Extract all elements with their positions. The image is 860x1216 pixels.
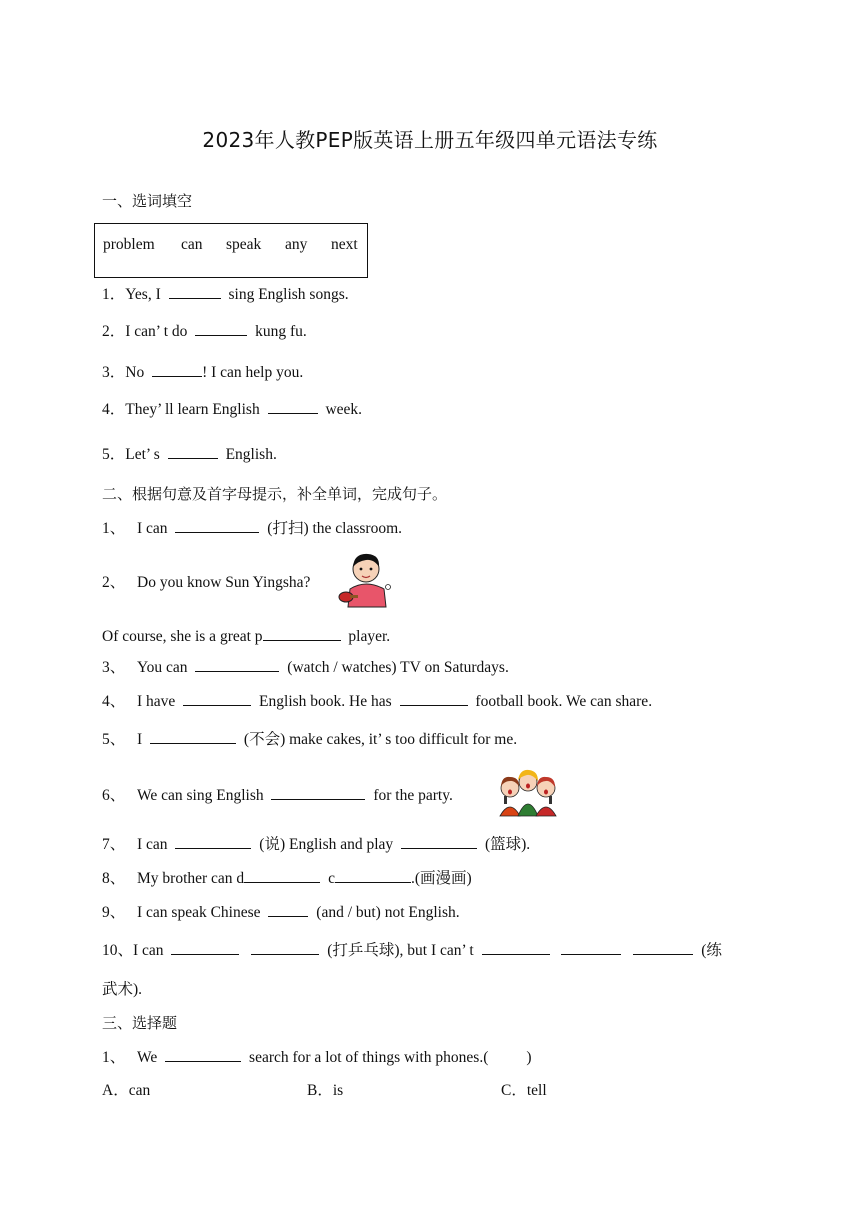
word-bank-item: speak <box>226 236 262 253</box>
s1-question-5: 5．Let’ s English. <box>102 446 277 463</box>
answer-blank[interactable] <box>168 444 218 459</box>
answer-blank[interactable] <box>335 868 411 883</box>
answer-blank[interactable] <box>175 834 251 849</box>
section-2-heading: 二、根据句意及首字母提示，补全单词，完成句子。 <box>102 485 448 503</box>
s2-question-10-continued: 武术). <box>102 981 143 998</box>
section-1-heading: 一、选词填空 <box>102 192 193 210</box>
s2-question-10: 10、I can (打乒乓球), but I can’ t (练 <box>102 942 722 959</box>
option-c[interactable]: C．tell <box>501 1082 547 1099</box>
answer-blank[interactable] <box>165 1047 241 1062</box>
s1-question-4: 4．They’ ll learn English week. <box>102 401 363 418</box>
answer-blank[interactable] <box>195 657 279 672</box>
s2-question-2-answer-line: Of course, she is a great p player. <box>102 628 391 645</box>
word-bank-item: next <box>331 236 358 253</box>
answer-blank[interactable] <box>400 691 468 706</box>
s1-question-3: 3．No ! I can help you. <box>102 364 304 381</box>
s2-question-7: 7、 I can (说) English and play (篮球). <box>102 836 531 853</box>
s2-question-1: 1、 I can (打扫) the classroom. <box>102 520 403 537</box>
answer-blank[interactable] <box>150 729 236 744</box>
answer-blank[interactable] <box>183 691 251 706</box>
answer-blank[interactable] <box>271 785 365 800</box>
answer-blank[interactable] <box>251 940 319 955</box>
answer-blank[interactable] <box>169 284 221 299</box>
s1-question-2: 2．I can’ t do kung fu. <box>102 323 307 340</box>
s2-question-2: 2、 Do you know Sun Yingsha? <box>102 574 311 591</box>
answer-blank[interactable] <box>268 902 308 917</box>
section-3-heading: 三、选择题 <box>102 1014 178 1032</box>
answer-blank[interactable] <box>171 940 239 955</box>
s2-question-3: 3、 You can (watch / watches) TV on Saturdays. <box>102 659 509 676</box>
answer-blank[interactable] <box>482 940 550 955</box>
word-bank-box <box>94 223 368 278</box>
answer-blank[interactable] <box>401 834 477 849</box>
s2-question-5: 5、 I (不会) make cakes, it’ s too difficult for me. <box>102 731 518 748</box>
s2-question-9: 9、 I can speak Chinese (and / but) not English. <box>102 904 460 921</box>
answer-blank[interactable] <box>561 940 621 955</box>
word-bank-item: problem <box>103 236 155 253</box>
option-b[interactable]: B．is <box>307 1082 344 1099</box>
answer-blank[interactable] <box>195 321 247 336</box>
answer-blank[interactable] <box>263 626 341 641</box>
page-title: 2023年人教PEP版英语上册五年级四单元语法专练 <box>202 128 658 152</box>
ping-pong-player-illustration <box>336 549 400 613</box>
answer-blank[interactable] <box>175 518 259 533</box>
singing-children-illustration <box>496 766 560 818</box>
s1-question-1: 1．Yes, I sing English songs. <box>102 286 349 303</box>
s2-question-6: 6、 We can sing English for the party. <box>102 787 453 804</box>
answer-blank[interactable] <box>268 399 318 414</box>
s2-question-8: 8、 My brother can d c .(画漫画) <box>102 870 472 887</box>
answer-blank[interactable] <box>633 940 693 955</box>
answer-blank[interactable] <box>244 868 320 883</box>
word-bank-item: any <box>285 236 308 253</box>
word-bank-item: can <box>181 236 203 253</box>
option-a[interactable]: A．can <box>102 1082 151 1099</box>
answer-blank[interactable] <box>152 362 202 377</box>
s3-question-1: 1、 We search for a lot of things with phones.( ) <box>102 1049 532 1066</box>
s2-question-4: 4、 I have English book. He has football book. We can share. <box>102 693 653 710</box>
